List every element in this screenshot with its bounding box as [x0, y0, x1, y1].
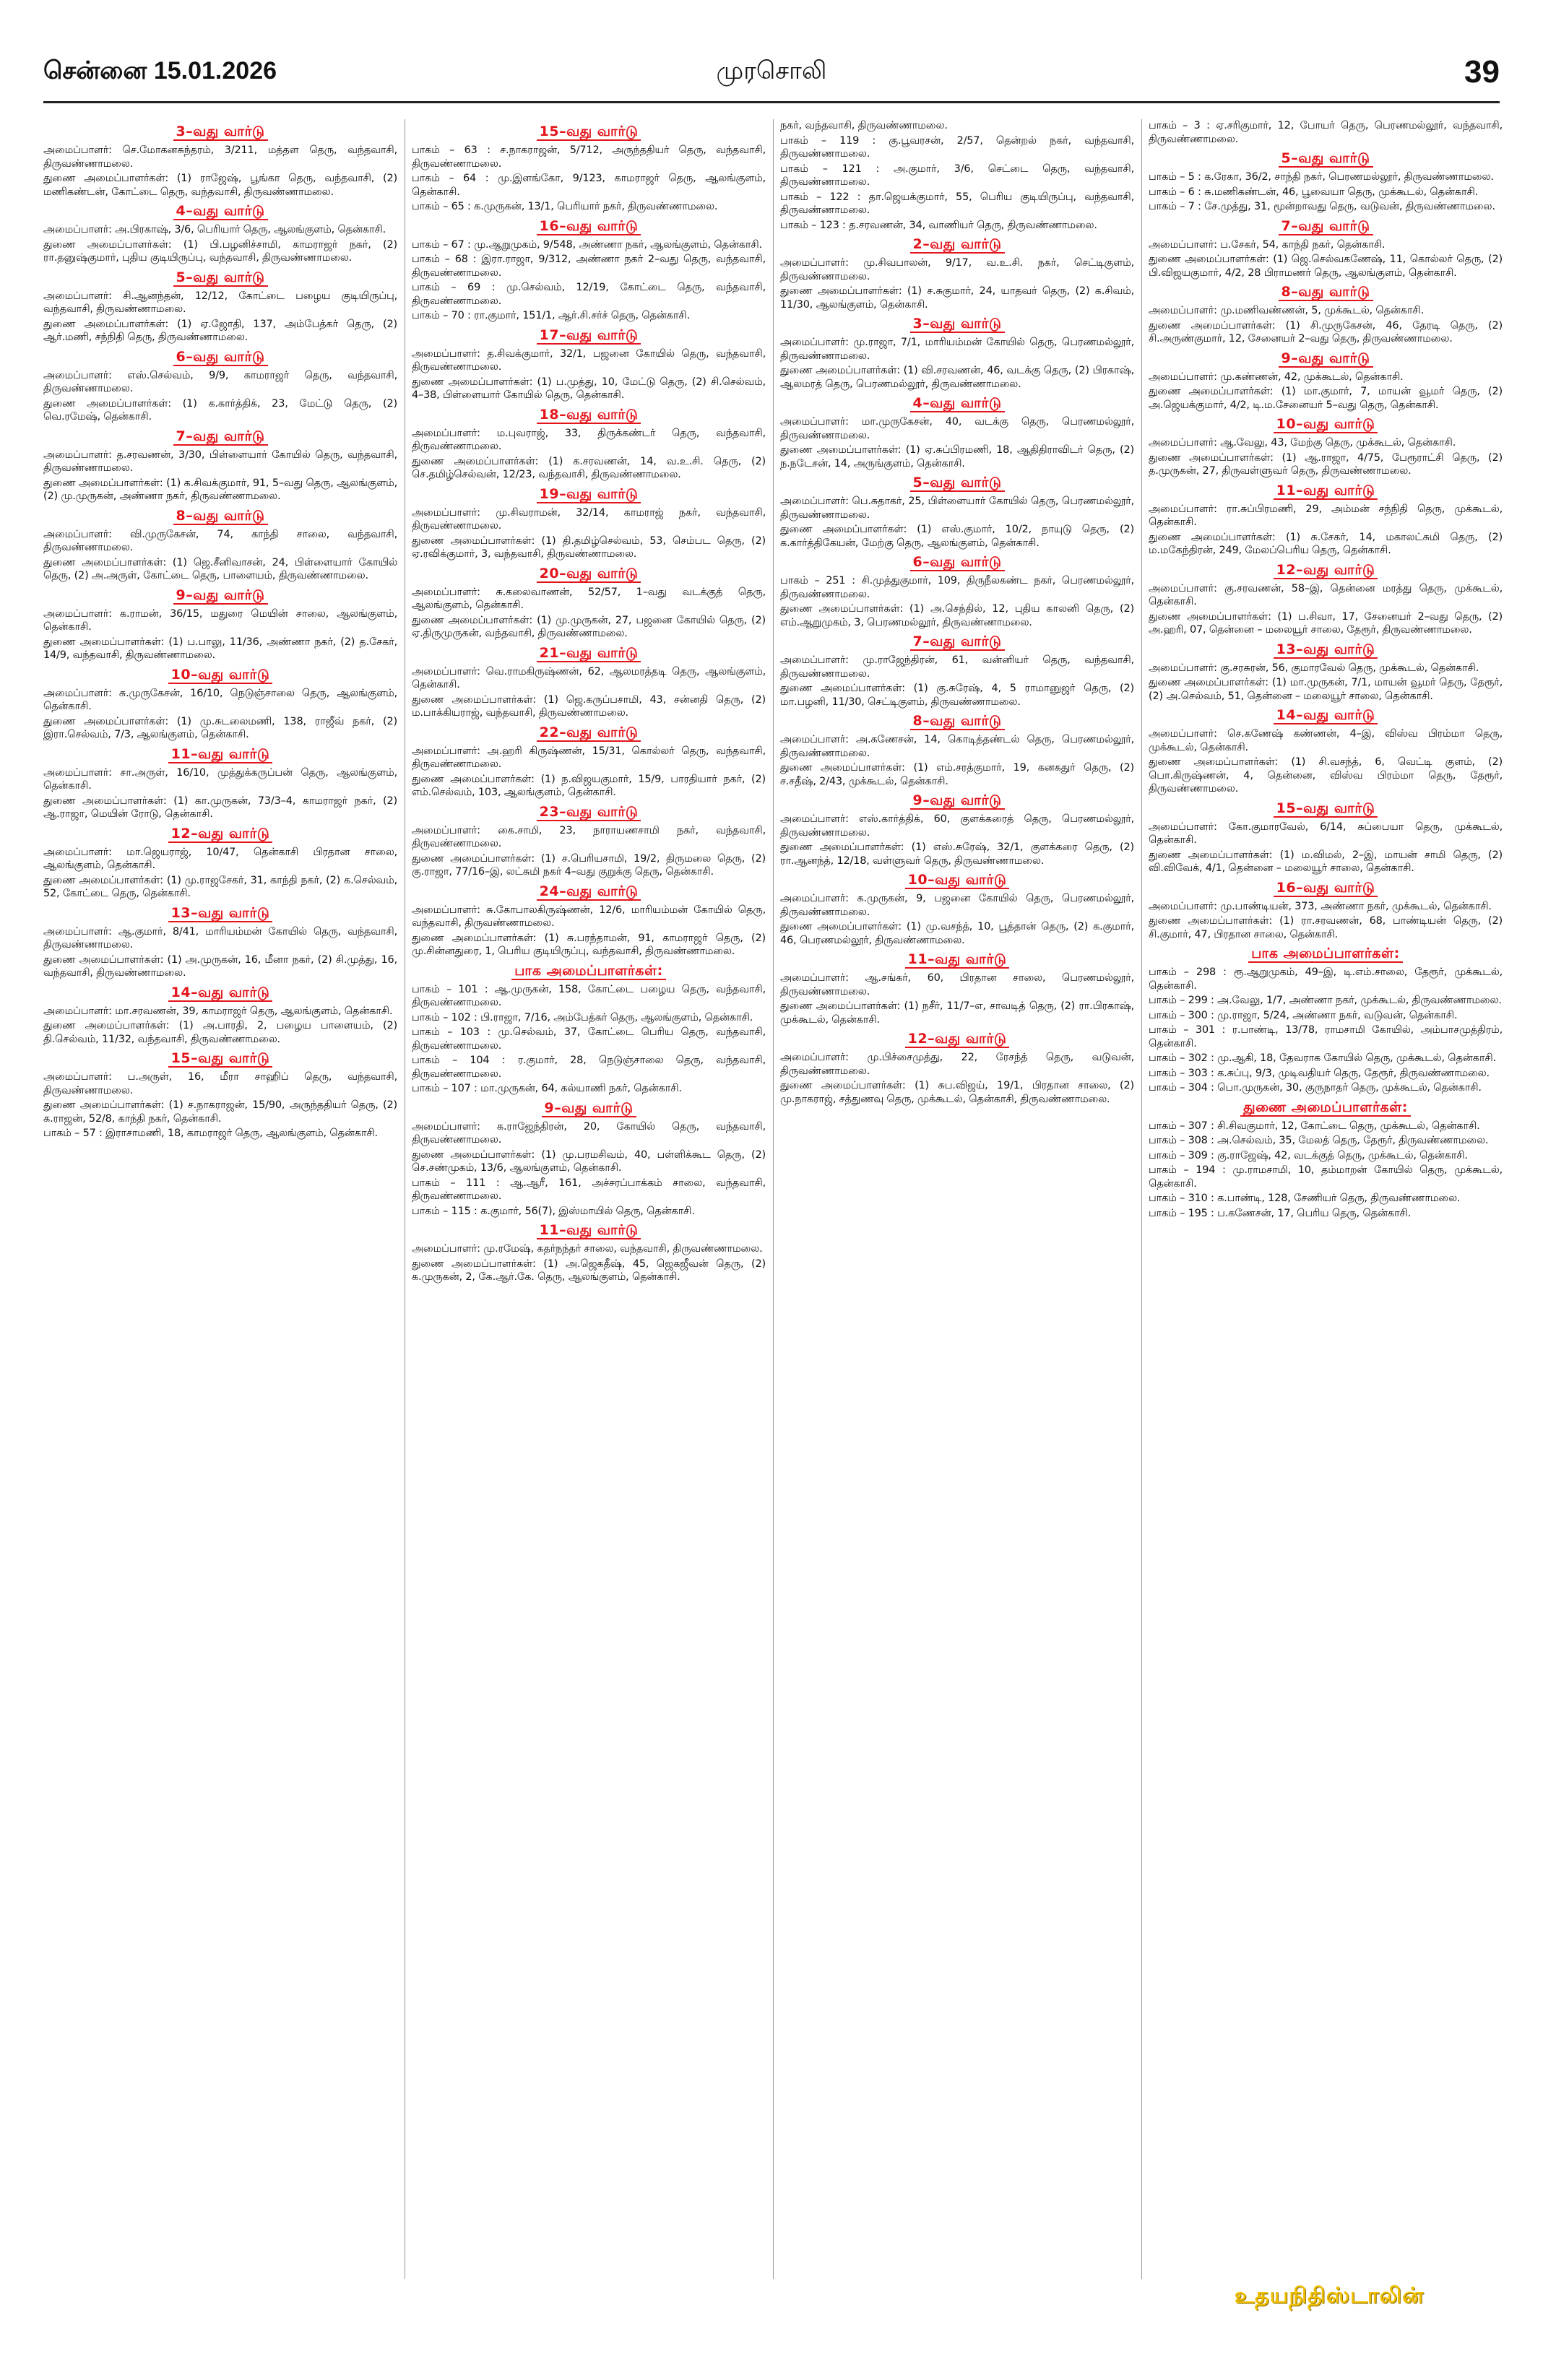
ward-heading-text: 16–வது வார்டு — [1274, 880, 1378, 897]
ward-block — [1149, 119, 1503, 146]
listing-line: பாகம் – 115 : க.குமார், 56(7), இஸ்மாயில் தெரு, தென்காசி. — [412, 1205, 695, 1217]
ward-block — [1149, 218, 1503, 280]
listing-line: அமைப்பாளர்: மு.ரமேஷ், கதர்நந்தர் சாலை, வந்தவாசி, திருவண்ணாமலை. — [412, 1243, 763, 1255]
ward-block — [412, 963, 766, 1096]
listing-line: பாகம் – 6 : சு.மணிகண்டன், 46, பூவையா தெரு, முக்கூடல், தென்காசி. — [1149, 186, 1479, 198]
ward-heading — [780, 792, 1134, 810]
listing-line: துணை அமைப்பாளர்கள்: (1) மு.ராஜசேகர், 31, காந்தி நகர், (2) க.செல்வம், 52, கோட்டை தெரு, தென்காசி. — [43, 874, 397, 899]
listing-line: துணை அமைப்பாளர்கள்: (1) ஜெ.கருப்பசாமி, 43, சன்னதி தெரு, (2) ம.பாக்கியராஜ், வந்தவாசி, திருவண்ணாமலை. — [412, 693, 766, 719]
ward-heading-text: 8–வது வார்டு — [1279, 284, 1373, 301]
ward-heading-text: 14–வது வார்டு — [168, 985, 273, 1002]
ward-heading — [412, 883, 766, 901]
listing-line: அமைப்பாளர்: எஸ்.செல்வம், 9/9, காமராஜர் தெரு, வந்தவாசி, திருவண்ணாமலை. — [43, 369, 397, 394]
listing-line: அமைப்பாளர்: மா.சரவணன், 39, காமராஜர் தெரு, ஆலங்குளம், தென்காசி. — [43, 1005, 393, 1017]
ward-block — [1149, 641, 1503, 704]
ward-block — [43, 587, 397, 662]
ward-block — [1149, 880, 1503, 942]
listing-line: பாகம் – 101 : ஆ.முருகன், 158, கோட்டை பழைய தெரு, வந்தவாசி, திருவண்ணாமலை. — [412, 983, 766, 1008]
ward-heading-text: 12–வது வார்டு — [1274, 562, 1378, 579]
listing-line: பாகம் – 303 : க.சுப்பு, 9/3, முடிவதியர் தெரு, தேரூர், திருவண்ணாமலை. — [1149, 1067, 1490, 1079]
ward-block — [1149, 150, 1503, 214]
ward-block — [780, 395, 1134, 470]
ward-heading — [1149, 707, 1503, 725]
listing-line: பாகம் – 251 : சி.முத்துகுமார், 109, திருநீலகண்ட நகர், பெரணமல்லூர், திருவண்ணாமலை. — [780, 575, 1134, 600]
listing-line: துணை அமைப்பாளர்கள்: (1) எஸ்.சுரேஷ், 32/1, குளக்கரை தெரு, (2) ரா.ஆனந்த், 12/18, வள்ளுவர் தெரு, திருவண்ணாமலை. — [780, 841, 1134, 867]
ward-heading-text: 12–வது வார்டு — [905, 1031, 1010, 1048]
listing-line: அமைப்பாளர்: ப.சேகர், 54, காந்தி நகர், தென்காசி. — [1149, 238, 1386, 251]
listing-line: துணை அமைப்பாளர்கள்: (1) ச.பெரியசாமி, 19/2, திருமலை தெரு, (2) கு.ராஜா, 77/16–இ, லட்சுமி நகர் 4–வது குறுக்கு தெரு, தென்காசி. — [412, 852, 766, 878]
ward-block — [412, 1100, 766, 1219]
listing-line: துணை அமைப்பாளர்கள்: (1) ரா.சரவணன், 68, பாண்டியன் தெரு, (2) சி.குமார், 47, பிரதான சாலை, தென்காசி. — [1149, 915, 1503, 940]
newspaper-name: முரசொலி — [716, 56, 827, 85]
ward-block — [412, 1222, 766, 1284]
ward-block — [780, 316, 1134, 391]
listing-line: பாகம் – 104 : ர.குமார், 28, நெடுஞ்சாலை தெரு, வந்தவாசி, திருவண்ணாமலை. — [412, 1055, 766, 1080]
ward-block — [412, 566, 766, 641]
listing-line: பாகம் – 67 : மு.ஆறுமுகம், 9/548, அண்ணா நகர், ஆலங்குளம், தென்காசி. — [412, 238, 762, 251]
listing-line: பாகம் – 57 : இராசாமணி, 18, காமராஜர் தெரு, ஆலங்குளம், தென்காசி. — [43, 1128, 378, 1139]
ward-block — [412, 724, 766, 800]
ward-heading — [412, 1222, 766, 1240]
ward-heading — [412, 963, 766, 981]
ward-heading — [780, 633, 1134, 652]
ward-heading — [1149, 284, 1503, 302]
ward-heading-text: பாக அமைப்பாளர்கள்: — [1248, 945, 1402, 963]
listing-line: பாகம் – 102 : பி.ராஜா, 7/16, அம்பேத்கர் தெரு, ஆலங்குளம், தென்காசி. — [412, 1011, 753, 1024]
listing-line: துணை அமைப்பாளர்கள்: (1) கா.முருகன், 73/3–4, காமராஜர் நகர், (2) ஆ.ராஜா, மெயின் ரோடு, தென்காசி. — [43, 795, 397, 820]
listing-line: துணை அமைப்பாளர்கள்: (1) ராஜேஷ், பூங்கா தெரு, வந்தவாசி, (2) மணிகண்டன், கோட்டை தெரு, வந்தவாசி, திருவண்ணாமலை. — [43, 173, 397, 198]
listing-line: பாகம் – 302 : மு.ஆகி, 18, தேவராக கோயில் தெரு, முக்கூடல், தென்காசி. — [1149, 1052, 1496, 1064]
listing-line: அமைப்பாளர்: மு.பிச்சைமுத்து, 22, ரேசந்த் தெரு, வடுவன், திருவண்ணாமலை. — [780, 1052, 1134, 1077]
ward-heading-text: 11–வது வார்டு — [168, 746, 273, 763]
listing-line: அமைப்பாளர்: சு.முருகேசன், 16/10, நெடுஞ்சாலை தெரு, ஆலங்குளம், தென்காசி. — [43, 687, 397, 712]
ward-block — [43, 269, 397, 345]
listing-line: துணை அமைப்பாளர்கள்: (1) சுப.விஜய், 19/1, பிரதான சாலை, (2) மு.நாகராஜ், சத்துணவு தெரு, முக்கூடல், தென்காசி, திருவண்ணாமலை. — [780, 1080, 1134, 1105]
ward-block — [780, 1031, 1134, 1106]
listing-line: பாகம் – 300 : மு.ராஜா, 5/24, அண்ணா நகர், வடுவன், தென்காசி. — [1149, 1009, 1458, 1021]
listing-line: துணை அமைப்பாளர்கள்: (1) க.சரவணன், 14, வ.உ.சி. தெரு, (2) செ.தமிழ்செல்வன், 12/23, வந்தவாசி, திருவண்ணாமலை. — [412, 455, 766, 480]
header-rule — [43, 101, 1500, 103]
listing-line: துணை அமைப்பாளர்கள்: (1) சு.சேகர், 14, மகாலட்சுமி தெரு, (2) ம.மகேந்திரன், 249, மேலப்பெரிய தெரு, தென்காசி. — [1149, 531, 1503, 556]
listing-line: பாகம் – 107 : மா.முருகன், 64, கல்யாணி நகர், தென்காசி. — [412, 1083, 682, 1094]
listing-line: அமைப்பாளர்: எஸ்.கார்த்திக், 60, குளக்கரைத் தெரு, பெரணமல்லூர், திருவண்ணாமலை. — [780, 813, 1134, 839]
ward-heading — [780, 395, 1134, 413]
ward-heading — [43, 905, 397, 923]
listing-line: பாகம் – 3 : ஏ.சரிகுமார், 12, போயர் தெரு, பெரணமல்லூர், வந்தவாசி, திருவண்ணாமலை. — [1149, 120, 1503, 145]
ward-heading-text: 5–வது வார்டு — [1279, 150, 1373, 168]
listing-line: அமைப்பாளர்: கோ.குமாரவேல், 6/14, சுப்பையா தெரு, முக்கூடல், தென்காசி. — [1149, 821, 1503, 846]
ward-heading-text: 9–வது வார்டு — [542, 1100, 636, 1117]
ward-heading — [1149, 350, 1503, 368]
ward-heading — [43, 826, 397, 844]
listing-line: பாகம் – 63 : ச.நாகராஜன், 5/712, அருந்ததியர் தெரு, வந்தவாசி, திருவண்ணாமலை. — [412, 144, 766, 170]
listing-line: துணை அமைப்பாளர்கள்: (1) மு.பரமசிவம், 40, பள்ளிக்கூட தெரு, (2) செ.சண்முகம், 13/6, ஆலங்குளம், தென்காசி. — [412, 1148, 766, 1174]
ward-heading-text: 12–வது வார்டு — [168, 826, 273, 843]
ward-block — [43, 1050, 397, 1141]
ward-block — [43, 746, 397, 821]
ward-heading-text: 9–வது வார்டு — [1279, 350, 1373, 368]
listing-line: அமைப்பாளர்: மு.மணிவண்ணன், 5, முக்கூடல், தென்காசி. — [1149, 305, 1424, 316]
listing-line: பாகம் – 309 : கு.ராஜேஷ், 42, வடக்குத் தெரு, முக்கூடல், தென்காசி. — [1149, 1149, 1468, 1161]
ward-heading-text: 3–வது வார்டு — [910, 316, 1005, 333]
listing-line: பாகம் – 111 : ஆ.ஆரீ, 161, அச்சரப்பாக்கம் சாலை, வந்தவாசி, திருவண்ணாமலை. — [412, 1177, 766, 1202]
ward-heading — [1149, 416, 1503, 434]
ward-block — [412, 645, 766, 720]
ward-heading-text: 10–வது வார்டு — [1274, 416, 1378, 433]
ward-heading-text: துணை அமைப்பாளர்கள்: — [1240, 1099, 1411, 1117]
ward-heading — [412, 1100, 766, 1118]
ward-block — [1149, 350, 1503, 412]
ward-heading — [1149, 945, 1503, 964]
ward-heading — [780, 713, 1134, 731]
listing-line: துணை அமைப்பாளர்கள்: (1) மா.முருகன், 7/1, மாயன் வூமர் தெரு, தேரூர், (2) அ.செல்வம், 51, தென்னை – மலையூர் சாலை, தென்காசி. — [1149, 677, 1503, 702]
listing-line: அமைப்பாளர்: சு.கலைவாணன், 52/57, 1–வது வடக்குத் தெரு, ஆலங்குளம், தென்காசி. — [412, 586, 766, 611]
ward-heading — [43, 124, 397, 142]
column-divider — [773, 119, 774, 2279]
ward-heading — [412, 218, 766, 236]
ward-block — [780, 554, 1134, 629]
ward-heading — [1149, 1099, 1503, 1117]
listing-line: அமைப்பாளர்: அ.ஹரி கிருஷ்ணன், 15/31, கொல்லர் தெரு, வந்தவாசி, திருவண்ணாமலை. — [412, 745, 766, 770]
listing-line: துணை அமைப்பாளர்கள்: (1) சி.வசந்த், 6, வெட்டி குளம், (2) பொ.கிருஷ்ணன், 4, தென்னை, விஸ்வ பிரம்மா தெரு, தேரூர், திருவண்ணாமலை. — [1149, 756, 1503, 795]
ward-block — [43, 203, 397, 265]
ward-heading — [1149, 218, 1503, 236]
listing-line: துணை அமைப்பாளர்கள்: (1) வி.சரவணன், 46, வடக்கு தெரு, (2) பிரகாஷ், ஆலமரத் தெரு, பெரணமல்லூர், திருவண்ணாமலை. — [780, 365, 1134, 390]
ward-heading — [1149, 880, 1503, 898]
ward-heading — [780, 554, 1134, 572]
listing-line: துணை அமைப்பாளர்கள்: (1) ப.முத்து, 10, மேட்டு தெரு, (2) சி.செல்வம், 4–38, பிள்ளையார் கோயில் தெரு, தென்காசி. — [412, 376, 766, 401]
listing-line: பாகம் – 195 : ப.கணேசன், 17, பெரிய தெரு, தென்காசி. — [1149, 1207, 1412, 1219]
ward-heading-text: 10–வது வார்டு — [905, 872, 1010, 889]
issue-date: சென்னை 15.01.2026 — [43, 56, 277, 85]
ward-block — [780, 872, 1134, 947]
listing-line: துணை அமைப்பாளர்கள்: (1) சு.பரந்தாமன், 91, காமராஜர் தெரு, (2) மு.சின்னதுரை, 1, பெரிய குடியிருப்பு, வந்தவாசி, திருவண்ணாமலை. — [412, 932, 766, 957]
ward-block — [412, 804, 766, 879]
ward-heading-text: 9–வது வார்டு — [173, 587, 268, 605]
listing-line: அமைப்பாளர்: வெ.ராமகிருஷ்ணன், 62, ஆலமரத்தடி தெரு, ஆலங்குளம், தென்காசி. — [412, 665, 766, 691]
listing-line: துணை அமைப்பாளர்கள்: (1) ம.விமல், 2–இ, மாயன் சாமி தெரு, (2) வி.விவேக், 4/1, தென்னை – மலையூர் சாலை, தென்காசி. — [1149, 849, 1503, 874]
ward-block — [1149, 1099, 1503, 1221]
listing-line: அமைப்பாளர்: த.சரவணன், 3/30, பிள்ளையார் கோயில் தெரு, வந்தவாசி, திருவண்ணாமலை. — [43, 449, 397, 474]
listing-line: துணை அமைப்பாளர்கள்: (1) எஸ்.குமார், 10/2, நாயுடு தெரு, (2) க.கார்த்திகேயன், மேற்கு தெரு, ஆலங்குளம், தென்காசி. — [780, 524, 1134, 549]
listing-line: துணை அமைப்பாளர்கள்: (1) அ.ஜெகதீஷ், 45, ஜெகஜீவன் தெரு, (2) க.முருகன், 2, கே.ஆர்.கே. தெரு, ஆலங்குளம், தென்காசி. — [412, 1258, 766, 1283]
ward-heading-text: 15–வது வார்டு — [1274, 800, 1378, 818]
listing-line: பாகம் – 298 : ரூ.ஆறுமுகம், 49–இ, டி.எம்.சாலை, தேரூர், முக்கூடல், தென்காசி. — [1149, 966, 1503, 992]
ward-heading-text: பாக அமைப்பாளர்கள்: — [511, 963, 665, 980]
listing-line: துணை அமைப்பாளர்கள்: (1) ஏ.ஜோதி, 137, அம்பேத்கர் தெரு, (2) ஆர்.மணி, சந்நிதி தெரு, திருவண்ணாமலை. — [43, 318, 397, 343]
ward-block — [43, 826, 397, 901]
listing-line: துணை அமைப்பாளர்கள்: (1) அ.பாரதி, 2, பழைய பாளையம், (2) தி.செல்வம், 11/32, வந்தவாசி, திருவண்ணாமலை. — [43, 1020, 397, 1045]
ward-block — [1149, 284, 1503, 346]
column-divider — [1141, 119, 1142, 2279]
listing-line: அமைப்பாளர்: ரா.சுப்பிரமணி, 29, அம்மன் சந்நிதி தெரு, முக்கூடல், தென்காசி. — [1149, 503, 1503, 528]
listing-line: அமைப்பாளர்: மு.சிவபாலன், 9/17, வ.உ.சி. நகர், செட்டிகுளம், திருவண்ணாமலை. — [780, 257, 1134, 282]
ward-heading-text: 4–வது வார்டு — [173, 203, 268, 220]
ward-heading — [43, 1050, 397, 1068]
ward-block — [780, 119, 1134, 232]
listing-line: பாகம் – 310 : க.பாண்டி, 128, சேணியர் தெரு, திருவண்ணாமலை. — [1149, 1193, 1461, 1204]
listing-line: பாகம் – 69 : மு.செல்வம், 12/19, கோட்டை தெரு, வந்தவாசி, திருவண்ணாமலை. — [412, 282, 766, 307]
listing-line: அமைப்பாளர்: மு.கண்ணன், 42, முக்கூடல், தென்காசி. — [1149, 371, 1404, 383]
ward-heading — [43, 587, 397, 605]
listing-line: பாகம் – 7 : சே.முத்து, 31, மூன்றாவது தெரு, வடுவன், திருவண்ணாமலை. — [1149, 201, 1495, 212]
ward-heading-text: 19–வது வார்டு — [537, 486, 641, 503]
listing-line: பாகம் – 103 : மு.செல்வம், 37, கோட்டை பெரிய தெரு, வந்தவாசி, திருவண்ணாமலை. — [412, 1026, 766, 1052]
listing-line: பாகம் – 299 : அ.வேலு, 1/7, அண்ணா நகர், முக்கூடல், திருவண்ணாமலை. — [1149, 995, 1502, 1006]
ward-heading — [412, 804, 766, 822]
ward-heading-text: 24–வது வார்டு — [537, 883, 641, 901]
ward-heading-text: 2–வது வார்டு — [910, 236, 1005, 254]
listing-line: அமைப்பாளர்: செ.மோகனசுந்தரம், 3/211, மத்தள தெரு, வந்தவாசி, திருவண்ணாமலை. — [43, 144, 397, 170]
ward-heading — [412, 124, 766, 142]
listing-line: பாகம் – 194 : மு.ராமசாமி, 10, தம்மாறன் கோயில் தெரு, முக்கூடல், தென்காசி. — [1149, 1164, 1503, 1190]
listing-line: துணை அமைப்பாளர்கள்: (1) மு.வசந்த், 10, பூத்தான் தெரு, (2) க.குமார், 46, பெரணமல்லூர், திருவண்ணாமலை. — [780, 921, 1134, 946]
ward-block — [43, 349, 397, 424]
ward-heading-text: 4–வது வார்டு — [910, 395, 1005, 412]
listing-line: அமைப்பாளர்: ப.அருள், 16, மீரா சாஹிப் தெரு, வந்தவாசி, திருவண்ணாமலை. — [43, 1071, 397, 1096]
listing-line: அமைப்பாளர்: த.சிவக்குமார், 32/1, பஜனை கோயில் தெரு, வந்தவாசி, திருவண்ணாமலை. — [412, 347, 766, 373]
ward-block — [412, 327, 766, 402]
ward-heading-text: 20–வது வார்டு — [537, 566, 641, 583]
ward-block — [1149, 707, 1503, 796]
signature-logo: உதயநிதிஸ்டாலின் — [1234, 2282, 1425, 2308]
ward-heading — [1149, 800, 1503, 818]
listing-line: அமைப்பாளர்: கை.சாமி, 23, நாராயணசாமி நகர், வந்தவாசி, திருவண்ணாமலை. — [412, 824, 766, 849]
listing-line: அமைப்பாளர்: செ.கணேஷ் கண்ணன், 4–இ, விஸ்வ பிரம்மா தெரு, முக்கூடல், தென்காசி. — [1149, 728, 1503, 753]
ward-heading — [1149, 562, 1503, 580]
listing-line: பாகம் – 304 : பொ.முருகன், 30, குருநாதர் தெரு, முக்கூடல், தென்காசி. — [1149, 1082, 1482, 1094]
listing-line: துணை அமைப்பாளர்கள்: (1) கு.சுரேஷ், 4, 5 ராமானுஜர் தெரு, (2) மா.பழனி, 11/30, செட்டிகுளம், திருவண்ணாமலை. — [780, 683, 1134, 708]
ward-block — [780, 713, 1134, 788]
listing-line: துணை அமைப்பாளர்கள்: (1) பி.பழனிச்சாமி, காமராஜர் நகர், (2) ரா.தனுஷ்குமார், புதிய குடியிருப்பு, வந்தவாசி, திருவண்ணாமலை. — [43, 238, 397, 264]
ward-heading-text: 18–வது வார்டு — [537, 407, 641, 424]
ward-heading-text: 3–வது வார்டு — [173, 124, 268, 141]
ward-heading — [780, 872, 1134, 890]
ward-block — [412, 124, 766, 214]
ward-block — [1149, 483, 1503, 558]
ward-block — [1149, 800, 1503, 875]
ward-heading-text: 6–வது வார்டு — [910, 554, 1005, 571]
ward-heading-text: 8–வது வார்டு — [910, 713, 1005, 730]
ward-heading-text: 22–வது வார்டு — [537, 724, 641, 742]
listing-line: பாகம் – 301 : ர.பாண்டி, 13/78, ராமசாமி கோயில், அம்பாசமுத்திரம், தென்காசி. — [1149, 1024, 1503, 1050]
ward-block — [780, 633, 1134, 709]
listing-line: பாகம் – 70 : ரா.குமார், 151/1, ஆர்.சி.சர்ச் தெரு, தென்காசி. — [412, 310, 690, 321]
column-2 — [412, 119, 766, 2279]
ward-block — [780, 792, 1134, 867]
listing-line: துணை அமைப்பாளர்கள்: (1) அ.முருகன், 16, மீனா நகர், (2) சி.முத்து, 16, வந்தவாசி, திருவண்ணாமலை. — [43, 953, 397, 979]
listing-line: பாகம் – 121 : அ.குமார், 3/6, செட்டை தெரு, வந்தவாசி, திருவண்ணாமலை. — [780, 163, 1134, 188]
listing-line: பாகம் – 119 : கு.பூவரசன், 2/57, தென்றல் நகர், வந்தவாசி, திருவண்ணாமலை. — [780, 134, 1134, 160]
listing-line: துணை அமைப்பாளர்கள்: (1) ஜெ.செல்வகணேஷ், 11, கொல்லர் தெரு, (2) பி.விஜயகுமார், 4/2, 28 பிராமணர் தெரு, ஆலங்குளம், தென்காசி. — [1149, 254, 1503, 279]
listing-line: பாகம் – 64 : மு.இளங்கோ, 9/123, காமராஜர் தெரு, ஆலங்குளம், தென்காசி. — [412, 173, 766, 198]
ward-heading-text: 7–வது வார்டு — [173, 428, 268, 446]
ward-heading — [412, 645, 766, 663]
ward-heading-text: 15–வது வார்டு — [168, 1050, 273, 1068]
listing-line: அமைப்பாளர்: அ.பிரகாஷ், 3/6, பெரியார் தெரு, ஆலங்குளம், தென்காசி. — [43, 224, 386, 235]
listing-line: துணை அமைப்பாளர்கள்: (1) சி.முருகேசன், 46, தேரடி தெரு, (2) சி.அருண்குமார், 12, சேனையர் 2–வது தெரு, திருவண்ணாமலை. — [1149, 319, 1503, 345]
ward-block — [43, 667, 397, 742]
ward-heading-text: 6–வது வார்டு — [173, 349, 268, 366]
masthead — [43, 51, 1500, 94]
listing-line: பாகம் – 5 : க.ரேகா, 36/2, சாந்தி நகர், பெரணமல்லூர், திருவண்ணாமலை. — [1149, 171, 1494, 183]
ward-heading — [780, 1031, 1134, 1049]
listing-line: அமைப்பாளர்: ஆ.குமார், 8/41, மாரியம்மன் கோயில் தெரு, வந்தவாசி, திருவண்ணாமலை. — [43, 925, 397, 951]
ward-heading-text: 13–வது வார்டு — [168, 905, 273, 922]
ward-block — [1149, 945, 1503, 1095]
listing-line: அமைப்பாளர்: பெ.சுதாகர், 25, பிள்ளையார் கோயில் தெரு, பெரணமல்லூர், திருவண்ணாமலை. — [780, 496, 1134, 521]
ward-heading-text: 16–வது வார்டு — [537, 218, 641, 235]
ward-block — [43, 428, 397, 503]
ward-heading — [1149, 483, 1503, 501]
ward-block — [412, 218, 766, 323]
ward-heading-text: 23–வது வார்டு — [537, 804, 641, 821]
ward-block — [412, 883, 766, 959]
ward-heading-text: 11–வது வார்டு — [1274, 483, 1378, 500]
ward-block — [43, 905, 397, 980]
listing-line: பாகம் – 68 : இரா.ராஜா, 9/312, அண்ணா நகர் 2–வது தெரு, வந்தவாசி, திருவண்ணாமலை. — [412, 254, 766, 279]
listing-line: அமைப்பாளர்: கு.சரசுரன், 56, குமாரவேல் தெரு, முக்கூடல், தென்காசி. — [1149, 662, 1479, 674]
listing-line: துணை அமைப்பாளர்கள்: (1) ஆ.ராஜா, 4/75, பேரூராட்சி தெரு, (2) த.முருகன், 27, திருவள்ளுவர் தெரு, திருவண்ணாமலை. — [1149, 451, 1503, 477]
listing-line: துணை அமைப்பாளர்கள்: (1) தி.தமிழ்செல்வம், 53, செம்பட தெரு, (2) ஏ.ரவிக்குமார், 3, வந்தவாசி, திருவண்ணாமலை. — [412, 535, 766, 560]
listing-line: துணை அமைப்பாளர்கள்: (1) ந.விஜயகுமார், 15/9, பாரதியார் நகர், (2) எம்.செல்வம், 103, ஆலங்குளம், தென்காசி. — [412, 773, 766, 798]
listing-line: பாகம் – 307 : சி.சிவகுமார், 12, கோட்டை தெரு, முக்கூடல், தென்காசி. — [1149, 1120, 1480, 1132]
ward-heading — [43, 269, 397, 287]
ward-heading — [43, 508, 397, 526]
ward-heading — [43, 667, 397, 685]
ward-heading — [43, 746, 397, 764]
listing-line: பாகம் – 122 : தா.ஜெயக்குமார், 55, பெரிய குடியிருப்பு, வந்தவாசி, திருவண்ணாமலை. — [780, 191, 1134, 216]
listing-line: நகர், வந்தவாசி, திருவண்ணாமலை. — [780, 120, 948, 131]
article-columns — [43, 119, 1503, 2286]
listing-line: துணை அமைப்பாளர்கள்: (1) மா.குமார், 7, மாயன் வூமர் தெரு, (2) அ.ஜெயக்குமார், 4/2, டி.ம.சேனையர் 5–வது தெரு, தென்காசி. — [1149, 386, 1503, 411]
ward-heading-text: 8–வது வார்டு — [173, 508, 268, 525]
ward-heading-text: 21–வது வார்டு — [537, 645, 641, 662]
listing-line: அமைப்பாளர்: மு.பாண்டியன், 373, அண்ணா நகர், முக்கூடல், தென்காசி. — [1149, 900, 1492, 912]
ward-block — [780, 236, 1134, 311]
ward-heading-text: 5–வது வார்டு — [173, 269, 268, 287]
ward-heading — [412, 407, 766, 425]
listing-line: அமைப்பாளர்: மு.ராஜா, 7/1, மாரியம்மன் கோயில் தெரு, பெரணமல்லூர், திருவண்ணாமலை. — [780, 337, 1134, 362]
column-1 — [43, 119, 397, 2279]
listing-line: அமைப்பாளர்: வி.முருகேசன், 74, காந்தி சாலை, வந்தவாசி, திருவண்ணாமலை. — [43, 528, 397, 553]
ward-block — [1149, 562, 1503, 637]
ward-heading-text: 7–வது வார்டு — [910, 633, 1005, 651]
ward-heading-text: 11–வது வார்டு — [905, 951, 1010, 969]
ward-block — [43, 985, 397, 1047]
listing-line: அமைப்பாளர்: ஆ.சங்கர், 60, பிரதான சாலை, பெரணமல்லூர், திருவண்ணாமலை. — [780, 972, 1134, 998]
ward-heading-text: 17–வது வார்டு — [537, 327, 641, 345]
ward-heading-text: 15–வது வார்டு — [537, 124, 641, 141]
listing-line: பாகம் – 123 : த.சரவணன், 34, வாணியர் தெரு, திருவண்ணாமலை. — [780, 219, 1097, 231]
listing-line: அமைப்பாளர்: ம.புவராஜ், 33, திருக்கண்டர் தெரு, வந்தவாசி, திருவண்ணாமலை. — [412, 427, 766, 452]
listing-line: துணை அமைப்பாளர்கள்: (1) க.கார்த்திக், 23, மேட்டு தெரு, (2) வெ.ரமேஷ், தென்காசி. — [43, 397, 397, 423]
ward-heading — [780, 475, 1134, 493]
ward-heading-text: 10–வது வார்டு — [168, 667, 273, 684]
listing-line: அமைப்பாளர்: சா.அருள், 16/10, முத்துக்கருப்பன் தெரு, ஆலங்குளம், தென்காசி. — [43, 766, 397, 792]
listing-line: அமைப்பாளர்: க.ராஜேந்திரன், 20, கோயில் தெரு, வந்தவாசி, திருவண்ணாமலை. — [412, 1120, 766, 1146]
listing-line: துணை அமைப்பாளர்கள்: (1) ப.சிவா, 17, சேனையர் 2–வது தெரு, (2) அ.ஹரி, 07, தென்னை – மலையூர் சாலை, தேரூர், திருவண்ணாமலை. — [1149, 610, 1503, 636]
ward-heading-text: 14–வது வார்டு — [1274, 707, 1378, 724]
ward-heading — [43, 203, 397, 221]
ward-block — [43, 124, 397, 199]
ward-heading-text: 5–வது வார்டு — [910, 475, 1005, 492]
ward-heading — [780, 236, 1134, 254]
ward-heading — [780, 316, 1134, 334]
listing-line: அமைப்பாளர்: அ.கணேசன், 14, கொடித்தண்டல் தெரு, பெரணமல்லூர், திருவண்ணாமலை. — [780, 734, 1134, 759]
listing-line: அமைப்பாளர்: க.முருகன், 9, பஜனை கோயில் தெரு, பெரணமல்லூர், திருவண்ணாமலை. — [780, 893, 1134, 918]
listing-line: துணை அமைப்பாளர்கள்: (1) ப.பாலு, 11/36, அண்ணா நகர், (2) த.சேகர், 14/9, வந்தவாசி, திருவண்ணாமலை. — [43, 636, 397, 661]
listing-line: அமைப்பாளர்: மு.சிவராமன், 32/14, காமராஜ் நகர், வந்தவாசி, திருவண்ணாமலை. — [412, 506, 766, 532]
listing-line: துணை அமைப்பாளர்கள்: (1) க.சிவக்குமார், 91, 5–வது தெரு, ஆலங்குளம், (2) மு.முருகன், அண்ணா நகர், திருவண்ணாமலை. — [43, 477, 397, 502]
ward-heading — [412, 566, 766, 584]
listing-line: அமைப்பாளர்: மு.ராஜேந்திரன், 61, வன்னியர் தெரு, வந்தவாசி, திருவண்ணாமலை. — [780, 654, 1134, 680]
listing-line: துணை அமைப்பாளர்கள்: (1) ஏ.சுப்பிரமணி, 18, ஆதிதிராவிடர் தெரு, (2) ந.நடேசன், 14, அருங்குளம், தென்காசி. — [780, 444, 1134, 469]
ward-heading-text: 13–வது வார்டு — [1274, 641, 1378, 659]
listing-line: துணை அமைப்பாளர்கள்: (1) ச.சுகுமார், 24, யாதவர் தெரு, (2) க.சிவம், 11/30, ஆலங்குளம், தென்காசி. — [780, 285, 1134, 311]
ward-heading — [43, 985, 397, 1003]
ward-heading — [1149, 641, 1503, 659]
listing-line: அமைப்பாளர்: க.ராமன், 36/15, மதுரை மெயின் சாலை, ஆலங்குளம், தென்காசி. — [43, 607, 397, 633]
page-number: 39 — [1464, 54, 1500, 90]
ward-heading — [43, 349, 397, 367]
listing-line: அமைப்பாளர்: சு.கோபாலகிருஷ்ணன், 12/6, மாரியம்மன் கோயில் தெரு, வந்தவாசி, திருவண்ணாமலை. — [412, 904, 766, 929]
listing-line: துணை அமைப்பாளர்கள்: (1) எம்.சரத்குமார், 19, கனகதுர் தெரு, (2) ச.சதீஷ், 2/43, முக்கூடல், தென்காசி. — [780, 762, 1134, 787]
listing-line: அமைப்பாளர்: சி.ஆனந்தன், 12/12, கோட்டை பழைய குடியிருப்பு, வந்தவாசி, திருவண்ணாமலை. — [43, 290, 397, 315]
ward-block — [780, 475, 1134, 550]
ward-heading — [412, 327, 766, 345]
listing-line: துணை அமைப்பாளர்கள்: (1) ஜெ.சீனிவாசன், 24, பிள்ளையார் கோயில் தெரு, (2) அ.அருள், கோட்டை தெரு, பாளையம், திருவண்ணாமலை. — [43, 556, 397, 581]
ward-block — [412, 486, 766, 561]
ward-heading — [780, 951, 1134, 969]
ward-heading — [412, 724, 766, 743]
ward-heading — [1149, 150, 1503, 168]
listing-line: அமைப்பாளர்: மா.முருகேசன், 40, வடக்கு தெரு, பெரணமல்லூர், திருவண்ணாமலை. — [780, 416, 1134, 441]
listing-line: அமைப்பாளர்: கு.சரவணன், 58–இ, தென்னை மரத்து தெரு, முக்கூடல், தென்காசி. — [1149, 582, 1503, 607]
listing-line: துணை அமைப்பாளர்கள்: (1) நசீர், 11/7–எ, சாவடித் தெரு, (2) ரா.பிரகாஷ், முக்கூடல், தென்காசி. — [780, 1000, 1134, 1026]
listing-line: துணை அமைப்பாளர்கள்: (1) அ.செந்தில், 12, புதிய காலனி தெரு, (2) எம்.ஆறுமுகம், 3, பெரணமல்லூர், திருவண்ணாமலை. — [780, 603, 1134, 628]
ward-block — [780, 951, 1134, 1026]
listing-line: பாகம் – 65 : க.முருகன், 13/1, பெரியார் நகர், திருவண்ணாமலை. — [412, 201, 718, 212]
ward-heading-text: 7–வது வார்டு — [1279, 218, 1373, 235]
listing-line: பாகம் – 308 : அ.செல்வம், 35, மேலத் தெரு, தேரூர், திருவண்ணாமலை. — [1149, 1135, 1489, 1146]
ward-heading — [43, 428, 397, 446]
ward-block — [43, 508, 397, 583]
ward-heading-text: 9–வது வார்டு — [910, 792, 1005, 810]
listing-line: துணை அமைப்பாளர்கள்: (1) மு.சுடலைமணி, 138, ராஜீவ் நகர், (2) இரா.செல்வம், 7/3, ஆலங்குளம், தென்காசி. — [43, 715, 397, 740]
column-3 — [780, 119, 1134, 2279]
listing-line: துணை அமைப்பாளர்கள்: (1) மு.முருகன், 27, பஜனை கோயில் தெரு, (2) ஏ.திருமுருகன், வந்தவாசி, திருவண்ணாமலை. — [412, 614, 766, 639]
ward-block — [412, 407, 766, 482]
listing-line: அமைப்பாளர்: மா.ஜெயராஜ், 10/47, தென்காசி பிரதான சாலை, ஆலங்குளம், தென்காசி. — [43, 846, 397, 871]
listing-line: அமைப்பாளர்: ஆ.வேலு, 43, மேற்கு தெரு, முக்கூடல், தென்காசி. — [1149, 437, 1456, 449]
ward-block — [1149, 416, 1503, 478]
ward-heading — [412, 486, 766, 504]
column-4 — [1149, 119, 1503, 2279]
listing-line: துணை அமைப்பாளர்கள்: (1) ச.நாகராஜன், 15/90, அருந்ததியர் தெரு, (2) க.ராஜன், 52/8, காந்தி நகர், தென்காசி. — [43, 1099, 397, 1125]
ward-heading-text: 11–வது வார்டு — [537, 1222, 641, 1239]
